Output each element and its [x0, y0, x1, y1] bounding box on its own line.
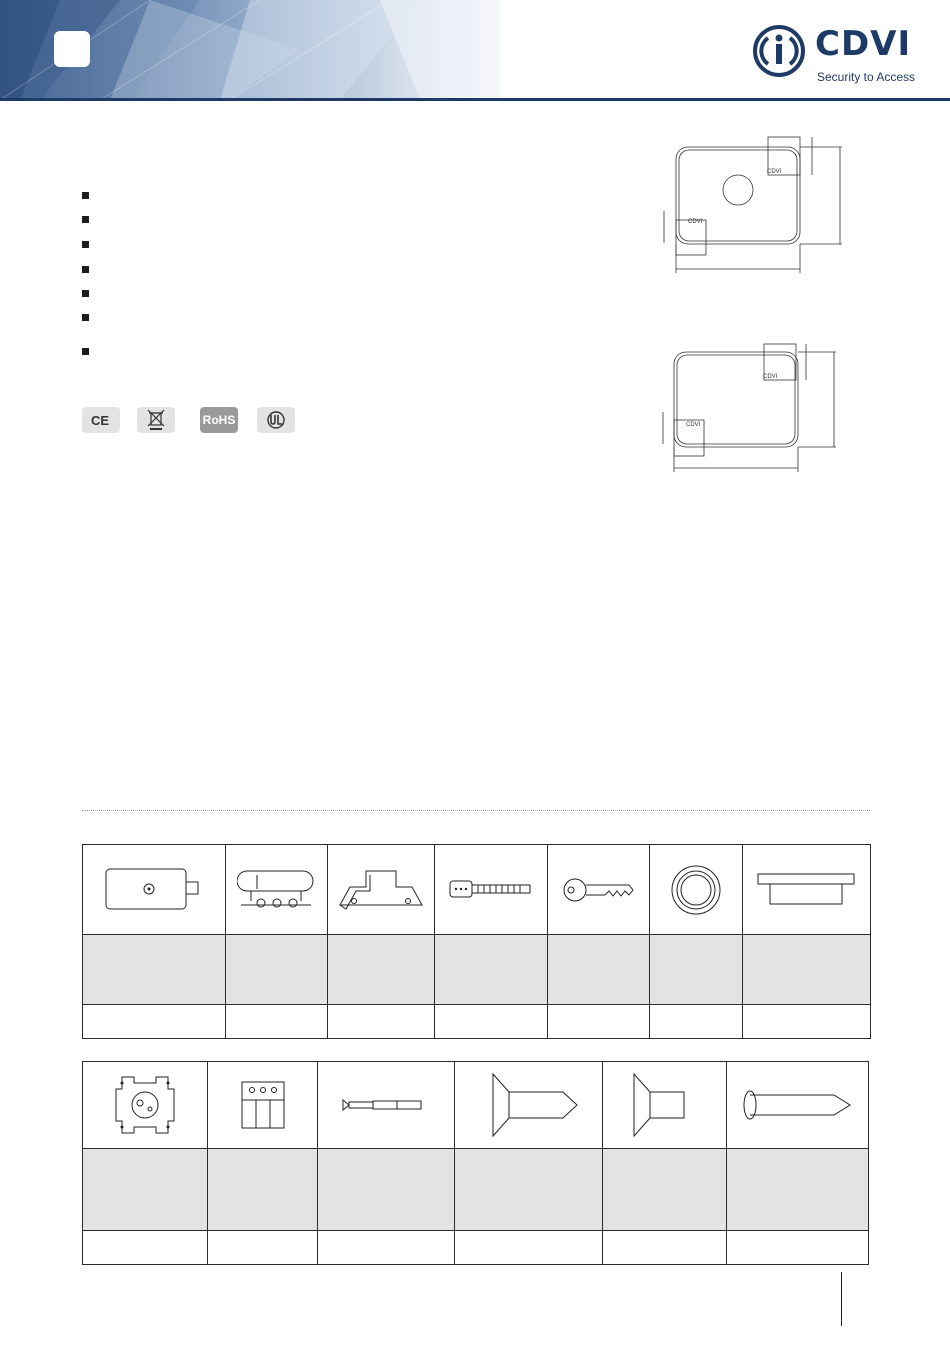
part-qty-cell — [435, 1005, 548, 1039]
section-divider — [82, 810, 870, 811]
rohs-mark: RoHS — [200, 407, 238, 433]
ce-mark-icon — [82, 407, 120, 433]
key-icon — [559, 865, 639, 915]
header-rule — [0, 98, 950, 101]
table-cell — [548, 845, 650, 935]
part-name-cell — [318, 1149, 455, 1231]
lock-dimension-drawing-top — [660, 135, 850, 275]
lock-cover-icon — [237, 865, 317, 915]
bullet-marker — [82, 314, 89, 321]
terminal-block-icon — [238, 1078, 288, 1132]
drawing-label: CDVI — [763, 374, 778, 380]
svg-text:CE: CE — [91, 413, 110, 427]
part-qty-cell — [603, 1231, 727, 1265]
part-qty-cell — [83, 1005, 226, 1039]
drawing-label: CDVI — [767, 169, 782, 175]
part-qty-cell — [743, 1005, 871, 1039]
part-name-cell — [455, 1149, 603, 1231]
part-name-cell — [226, 935, 328, 1005]
part-name-cell — [650, 935, 743, 1005]
table-cell — [318, 1062, 455, 1149]
table-cell — [83, 1062, 208, 1149]
part-qty-cell — [650, 1005, 743, 1039]
table-cell — [208, 1062, 318, 1149]
strike-plate-icon — [752, 870, 862, 910]
part-qty-cell — [548, 1005, 650, 1039]
table-cell — [603, 1062, 727, 1149]
lock-dimension-drawing-bottom — [660, 340, 840, 475]
table-cell — [328, 845, 435, 935]
bullet-marker — [82, 216, 89, 223]
brand-tagline: Security to Access — [817, 70, 916, 84]
mounting-plate-icon — [110, 1073, 180, 1137]
table-cell — [83, 845, 226, 935]
table-cell — [743, 845, 871, 935]
wood-screw-icon — [738, 1085, 858, 1125]
cylinder-rod-icon — [446, 865, 536, 915]
bullet-marker — [82, 192, 89, 199]
part-name-cell — [83, 1149, 208, 1231]
part-qty-cell — [727, 1231, 869, 1265]
strike-bracket-icon — [336, 865, 426, 915]
part-name-cell — [743, 935, 871, 1005]
part-name-cell — [83, 935, 226, 1005]
drawing-label: CDVI — [686, 422, 701, 428]
bullet-marker — [82, 348, 89, 355]
part-qty-cell — [208, 1231, 318, 1265]
part-name-cell — [727, 1149, 869, 1231]
ul-mark-icon — [257, 407, 295, 433]
bullet-marker — [82, 266, 89, 273]
footer-rule — [841, 1272, 842, 1326]
drawing-label: CDVI — [688, 219, 703, 225]
table-cell — [727, 1062, 869, 1149]
page-header — [0, 0, 950, 100]
part-name-cell — [208, 1149, 318, 1231]
part-qty-cell — [318, 1231, 455, 1265]
part-qty-cell — [328, 1005, 435, 1039]
cdvi-logo-icon — [752, 24, 806, 78]
table-cell — [650, 845, 743, 935]
parts-table-2 — [82, 1061, 869, 1265]
table-cell — [455, 1062, 603, 1149]
weee-bin-icon — [137, 407, 175, 433]
part-name-cell — [328, 935, 435, 1005]
part-qty-cell — [83, 1231, 208, 1265]
cylinder-ring-icon — [666, 860, 726, 920]
countersunk-screw-large-icon — [479, 1070, 579, 1140]
part-qty-cell — [455, 1231, 603, 1265]
table-cell — [435, 845, 548, 935]
parts-table-1 — [82, 844, 871, 1039]
lock-body-icon — [104, 865, 204, 915]
part-name-cell — [603, 1149, 727, 1231]
section-tab — [54, 31, 90, 67]
brand-name: CDVI — [815, 24, 912, 64]
bullet-marker — [82, 241, 89, 248]
connecting-rod-icon — [341, 1090, 431, 1120]
part-name-cell — [548, 935, 650, 1005]
bullet-marker — [82, 290, 89, 297]
countersunk-screw-small-icon — [630, 1070, 700, 1140]
part-qty-cell — [226, 1005, 328, 1039]
part-name-cell — [435, 935, 548, 1005]
table-cell — [226, 845, 328, 935]
